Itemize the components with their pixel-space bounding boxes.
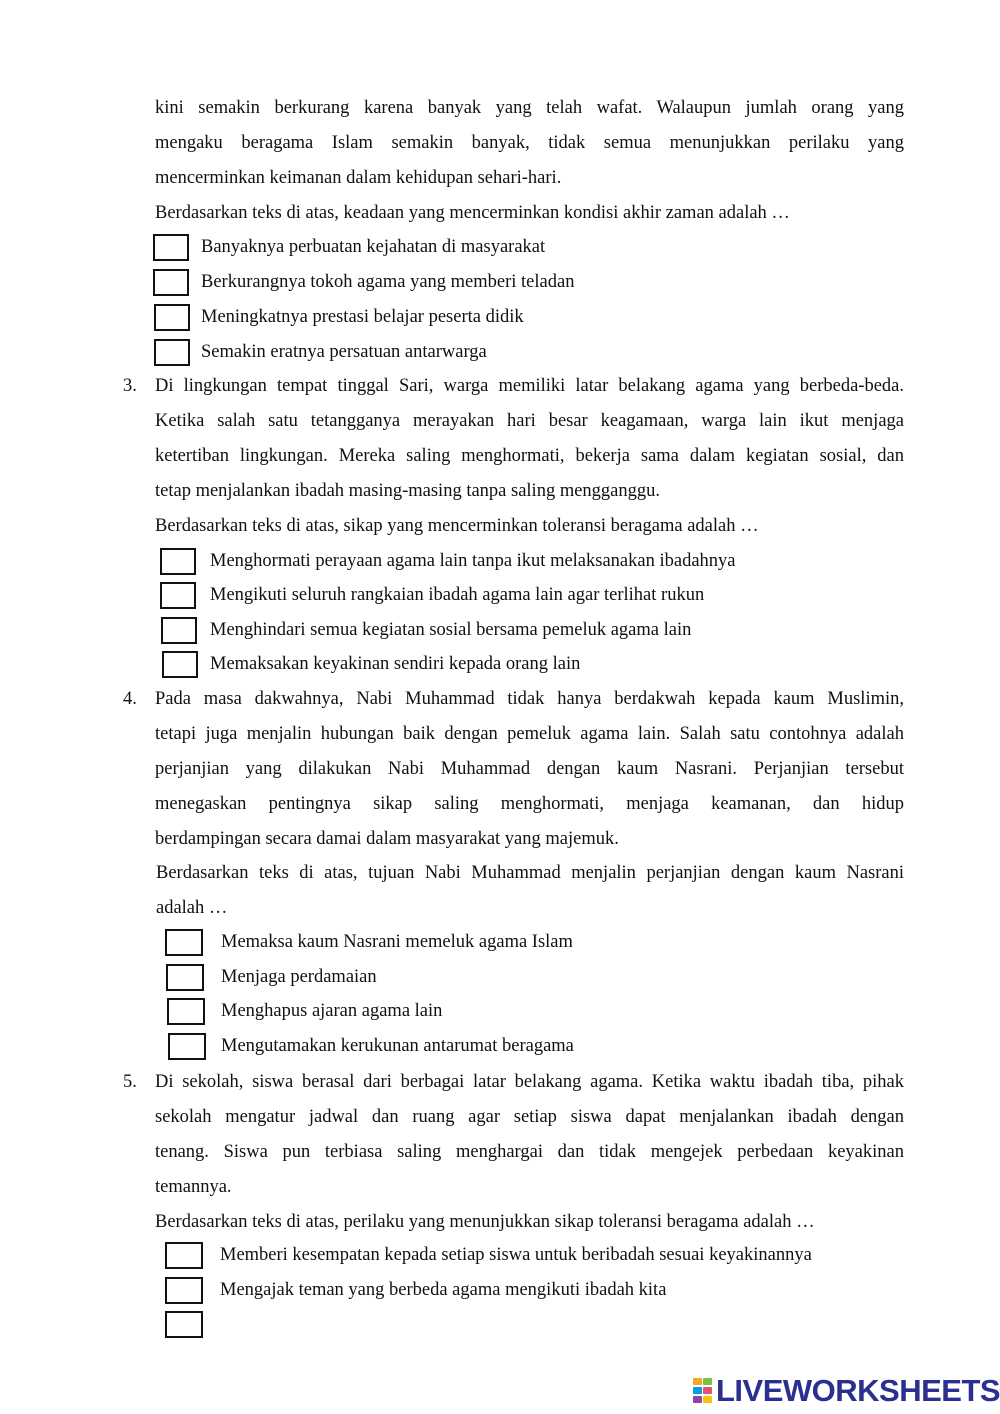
q2-option-3-checkbox[interactable] [154, 304, 190, 331]
q4-text-line-5: berdampingan secara damai dalam masyarakat yang majemuk. [155, 829, 619, 849]
q4-option-1-checkbox[interactable] [165, 929, 203, 956]
q5-number: 5. [123, 1072, 137, 1092]
q5-option-2-label: Mengajak teman yang berbeda agama mengikuti ibadah kita [220, 1280, 667, 1300]
q2-prompt: Berdasarkan teks di atas, keadaan yang mencerminkan kondisi akhir zaman adalah … [155, 203, 790, 223]
q3-text-line-1: Di lingkungan tempat tinggal Sari, warga memiliki latar belakang agama yang berbeda-beda. [155, 376, 904, 396]
q2-option-1-label: Banyaknya perbuatan kejahatan di masyarakat [201, 237, 546, 257]
q3-prompt: Berdasarkan teks di atas, sikap yang mencerminkan toleransi beragama adalah … [155, 516, 759, 536]
q3-number: 3. [123, 376, 137, 396]
q2-option-1-checkbox[interactable] [153, 234, 189, 261]
q5-prompt: Berdasarkan teks di atas, perilaku yang menunjukkan sikap toleransi beragama adalah … [155, 1212, 815, 1232]
q2-text-line-2: mengaku beragama Islam semakin banyak, tidak semua menunjukkan perilaku yang [155, 133, 904, 153]
q2-option-4-label: Semakin eratnya persatuan antarwarga [201, 342, 487, 362]
q2-option-3-label: Meningkatnya prestasi belajar peserta didik [201, 307, 524, 327]
q3-option-2-label: Mengikuti seluruh rangkaian ibadah agama lain agar terlihat rukun [210, 585, 705, 605]
q5-option-2-checkbox[interactable] [165, 1277, 203, 1304]
q3-option-3-label: Menghindari semua kegiatan sosial bersama pemeluk agama lain [210, 620, 692, 640]
q3-option-1-checkbox[interactable] [160, 548, 196, 575]
q5-text-line-2: sekolah mengatur jadwal dan ruang agar setiap siswa dapat menjalankan ibadah dengan [155, 1107, 904, 1127]
q4-text-line-1: Pada masa dakwahnya, Nabi Muhammad tidak hanya berdakwah kepada kaum Muslimin, [155, 689, 904, 709]
q3-text-line-2: Ketika salah satu tetangganya merayakan hari besar keagamaan, warga lain ikut menjaga [155, 411, 904, 431]
q4-text-line-3: perjanjian yang dilakukan Nabi Muhammad dengan kaum Nasrani. Perjanjian tersebut [155, 759, 904, 779]
q4-option-2-checkbox[interactable] [166, 964, 204, 991]
q4-option-4-checkbox[interactable] [168, 1033, 206, 1060]
q2-text-line-3: mencerminkan keimanan dalam kehidupan sehari-hari. [155, 168, 562, 188]
q4-prompt-line-1: Berdasarkan teks di atas, tujuan Nabi Muhammad menjalin perjanjian dengan kaum Nasrani [156, 863, 904, 883]
q4-option-4-label: Mengutamakan kerukunan antarumat beragama [221, 1036, 574, 1056]
q3-text-line-4: tetap menjalankan ibadah masing-masing tanpa saling mengganggu. [155, 481, 661, 501]
q4-number: 4. [123, 689, 137, 709]
q4-option-3-label: Menghapus ajaran agama lain [221, 1001, 443, 1021]
q3-option-4-label: Memaksakan keyakinan sendiri kepada orang lain [210, 654, 581, 674]
q4-prompt-line-2: adalah … [156, 898, 228, 918]
q2-option-4-checkbox[interactable] [154, 339, 190, 366]
liveworksheets-logo-text: LIVEWORKSHEETS [716, 1373, 1000, 1408]
q4-option-1-label: Memaksa kaum Nasrani memeluk agama Islam [221, 932, 573, 952]
q2-option-2-checkbox[interactable] [153, 269, 189, 296]
q3-option-2-checkbox[interactable] [160, 582, 196, 609]
q3-option-1-label: Menghormati perayaan agama lain tanpa ikut melaksanakan ibadahnya [210, 551, 736, 571]
q4-option-2-label: Menjaga perdamaian [221, 967, 377, 987]
q3-option-4-checkbox[interactable] [162, 651, 198, 678]
q5-text-line-4: temannya. [155, 1177, 232, 1197]
q5-option-1-label: Memberi kesempatan kepada setiap siswa untuk beribadah sesuai keyakinannya [220, 1245, 812, 1265]
q3-text-line-3: ketertiban lingkungan. Mereka saling menghormati, bekerja sama dalam kegiatan sosial, dan [155, 446, 904, 466]
q5-text-line-3: tenang. Siswa pun terbiasa saling menghargai dan tidak mengejek perbedaan keyakinan [155, 1142, 904, 1162]
q5-text-line-1: Di sekolah, siswa berasal dari berbagai latar belakang agama. Ketika waktu ibadah tiba, pihak [155, 1072, 904, 1092]
q2-text-line-1: kini semakin berkurang karena banyak yang telah wafat. Walaupun jumlah orang yang [155, 98, 904, 118]
q4-text-line-2: tetapi juga menjalin hubungan baik dengan pemeluk agama lain. Salah satu contohnya adalah [155, 724, 904, 744]
q4-option-3-checkbox[interactable] [167, 998, 205, 1025]
q3-option-3-checkbox[interactable] [161, 617, 197, 644]
q5-option-3-checkbox[interactable] [165, 1311, 203, 1338]
q2-option-2-label: Berkurangnya tokoh agama yang memberi teladan [201, 272, 575, 292]
q5-option-1-checkbox[interactable] [165, 1242, 203, 1269]
liveworksheets-logo[interactable] [693, 1373, 1000, 1408]
q4-text-line-4: menegaskan pentingnya sikap saling menghormati, menjaga keamanan, dan hidup [155, 794, 904, 814]
liveworksheets-logo-icon [693, 1378, 713, 1404]
